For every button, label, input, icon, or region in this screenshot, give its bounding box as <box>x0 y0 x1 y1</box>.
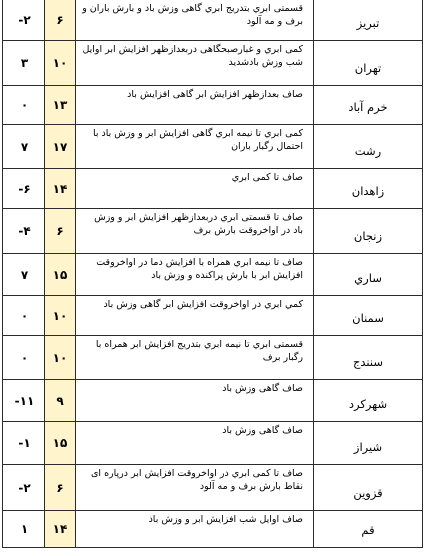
condition-cell: صاف گاهی وزش باد <box>75 421 314 465</box>
city-cell: خرم آباد <box>313 85 423 125</box>
city-cell: تبریز <box>313 0 423 41</box>
min-temp-cell: ۰ <box>2 335 47 380</box>
condition-cell: صاف بعدازظهر افزایش ابر گاهی افزایش باد <box>75 85 314 125</box>
condition-cell: کمی ابري و غبارصبحگاهی دربعدازظهر افزایش ابر اوایل شب وزش بادشدید <box>75 40 314 86</box>
condition-cell: قسمتی ابري بتدريج ابري گاهی وزش باد و بارش باران و برف و مه آلود <box>75 0 314 41</box>
city-cell: تهران <box>313 40 423 86</box>
min-temp-cell: -۴ <box>2 208 47 254</box>
condition-cell: صاف گاهی وزش باد <box>75 379 314 422</box>
max-temp-cell: ۱۴ <box>44 510 76 548</box>
weather-forecast-table <box>3 0 428 548</box>
table-row <box>3 465 428 511</box>
condition-cell: صاف تا نیمه ابري همراه با افزایش دما در اواخروقت افزایش ابر با بارش پراکنده و وزش باد <box>75 253 314 296</box>
max-temp-cell: ۱۵ <box>44 253 76 296</box>
min-temp-cell: -۲ <box>2 464 47 511</box>
max-temp-cell: ۱۰ <box>44 295 76 336</box>
city-cell: سنندج <box>313 335 423 380</box>
min-temp-cell: ۰ <box>2 85 47 125</box>
condition-cell: صاف تا قسمتی ابري دربعدازظهر افزایش ابر و وزش باد در اواخروقت بارش برف <box>75 208 314 254</box>
max-temp-cell: ۱۴ <box>44 168 76 209</box>
max-temp-cell: ۱۷ <box>44 124 76 169</box>
table-row <box>3 380 428 422</box>
table-row <box>3 0 428 41</box>
table-row <box>3 511 428 548</box>
min-temp-cell: -۲ <box>2 0 47 41</box>
city-cell: ساري <box>313 253 423 296</box>
condition-cell: صاف اوایل شب افزایش ابر و وزش باد <box>75 510 314 548</box>
max-temp-cell: ۶ <box>44 464 76 511</box>
max-temp-cell: ۱۰ <box>44 40 76 86</box>
city-cell: شیراز <box>313 421 423 465</box>
min-temp-cell: -۱۱ <box>2 379 47 422</box>
max-temp-cell: ۱۵ <box>44 421 76 465</box>
table-row <box>3 209 428 254</box>
min-temp-cell: -۱ <box>2 421 47 465</box>
min-temp-cell: ۷ <box>2 124 47 169</box>
max-temp-cell: ۱۰ <box>44 335 76 380</box>
city-cell: زنجان <box>313 208 423 254</box>
table-row <box>3 86 428 125</box>
city-cell: سمنان <box>313 295 423 336</box>
max-temp-cell: ۶ <box>44 208 76 254</box>
table-row <box>3 296 428 336</box>
table-row <box>3 336 428 380</box>
table-row <box>3 125 428 169</box>
condition-cell: صاف تا کمی ابري در اواخروقت افزایش ابر درپاره ای نقاط بارش برف و مه آلود <box>75 464 314 511</box>
table-row <box>3 169 428 209</box>
city-cell: زاهدان <box>313 168 423 209</box>
max-temp-cell: ۶ <box>44 0 76 41</box>
max-temp-cell: ۱۳ <box>44 85 76 125</box>
min-temp-cell: ۷ <box>2 253 47 296</box>
min-temp-cell: ۳ <box>2 40 47 86</box>
city-cell: قم <box>313 510 423 548</box>
max-temp-cell: ۹ <box>44 379 76 422</box>
condition-cell: قسمتی ابري تا نیمه ابري بتدريج افزایش ابر همراه با رگبار برف <box>75 335 314 380</box>
condition-cell: کمی ابري تا نیمه ابري گاهی افزایش ابر و وزش باد با احتمال رگبار باران <box>75 124 314 169</box>
table-row <box>3 254 428 296</box>
min-temp-cell: ۰ <box>2 295 47 336</box>
city-cell: رشت <box>313 124 423 169</box>
condition-cell: کمي ابري در اواخروقت افزایش ابر گاهی وزش باد <box>75 295 314 336</box>
min-temp-cell: ۱ <box>2 510 47 548</box>
table-row <box>3 422 428 465</box>
condition-cell: صاف تا کمی ابري <box>75 168 314 209</box>
min-temp-cell: -۶ <box>2 168 47 209</box>
table-row <box>3 41 428 86</box>
city-cell: شهرکرد <box>313 379 423 422</box>
city-cell: قزوین <box>313 464 423 511</box>
